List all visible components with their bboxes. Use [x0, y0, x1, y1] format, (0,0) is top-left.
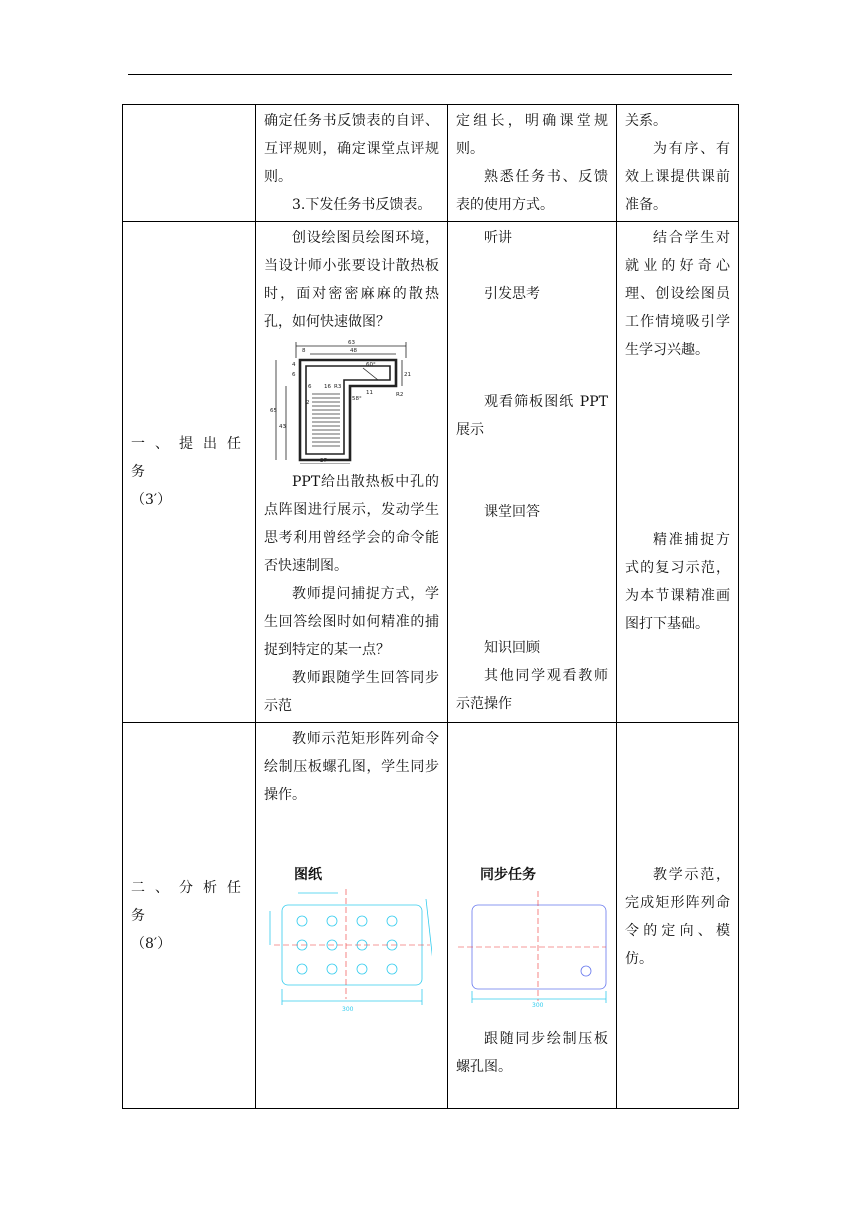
teacher-text: 确定任务书反馈表的自评、互评规则，确定课堂点评规则。	[264, 113, 439, 185]
teacher-text: 教师示范矩形阵列命令绘制压板螺孔图，学生同步操作。	[264, 731, 439, 803]
student-text: 其他同学观看教师示范操作	[456, 668, 608, 712]
table-row	[123, 723, 739, 1109]
student-activity-cell	[448, 105, 617, 222]
intent-text: 精准捕捉方式的复习示范，为本节课精准画图打下基础。	[625, 532, 730, 632]
teacher-text: 创设绘图员绘图环境，当设计师小张要设计散热板时，面对密密麻麻的散热孔，如何快速做图？	[264, 230, 439, 330]
dim-label: 65	[270, 408, 277, 414]
design-intent-cell	[617, 105, 739, 222]
intent-text: 教学示范，完成矩形阵列命令的定向、模仿。	[625, 867, 730, 967]
student-activity-cell	[448, 222, 617, 723]
sync-task-drawing	[456, 889, 608, 1007]
drawing-label: 同步任务	[480, 867, 536, 883]
table-row	[123, 222, 739, 723]
student-text: 跟随同步绘制压板螺孔图。	[456, 1031, 608, 1075]
header-rule	[128, 74, 732, 75]
stage-title: 二、分析任务	[131, 879, 247, 924]
dim-label: 21	[404, 372, 411, 378]
dim-label: 4	[292, 362, 296, 368]
dim-label: 11	[366, 390, 373, 396]
dim-label: 6	[308, 384, 312, 390]
dim-label: R2	[396, 392, 404, 398]
intent-text: 结合学生对就业的好奇心理、创设绘图员工作情境吸引学生学习兴趣。	[625, 230, 730, 358]
student-text: 知识回顾	[484, 640, 540, 656]
teacher-text: 教师提问捕捉方式，学生回答绘图时如何精准的捕捉到特定的某一点？	[264, 586, 439, 658]
dim-label: 27	[320, 458, 327, 464]
teacher-text: 教师跟随学生回答同步示范	[264, 670, 439, 714]
dim-label: 2	[306, 400, 310, 406]
student-text: 定组长，明确课堂规则。	[456, 113, 608, 157]
teacher-text: PPT给出散热板中孔的点阵图进行展示，发动学生思考利用曾经学会的命令能否快速制图。	[264, 474, 439, 574]
stage-duration: （8′）	[131, 935, 172, 952]
student-text: 观看筛板图纸 PPT展示	[456, 394, 608, 438]
dim-label: 63	[348, 340, 355, 346]
dim-label: 58°	[352, 396, 362, 402]
stage-cell	[123, 222, 256, 723]
stage-duration: （3′）	[131, 492, 172, 508]
dim-label: 48	[350, 348, 357, 354]
dim-label: 300	[532, 1002, 544, 1007]
dim-label: 8	[302, 348, 306, 354]
dim-label: 300	[342, 1006, 354, 1011]
intent-text: 为有序、有效上课提供课前准备。	[625, 141, 730, 213]
design-intent-cell	[617, 222, 739, 723]
stage-cell-empty	[123, 105, 256, 222]
design-intent-cell	[617, 723, 739, 1109]
teacher-activity-cell	[256, 723, 448, 1109]
dim-label: 60°	[366, 362, 376, 368]
dim-label: 16	[324, 384, 331, 390]
drawing-label: 图纸	[294, 867, 322, 883]
student-text: 课堂回答	[484, 504, 540, 520]
intent-text: 关系。	[625, 113, 667, 129]
student-text: 引发思考	[484, 286, 540, 302]
teacher-text: 3.下发任务书反馈表。	[292, 197, 432, 213]
student-activity-cell	[448, 723, 617, 1109]
plate-hole-drawing	[264, 889, 432, 1011]
student-text: 熟悉任务书、反馈表的使用方式。	[456, 169, 608, 213]
teacher-activity-cell	[256, 105, 448, 222]
table-row	[123, 105, 739, 222]
stage-cell	[123, 723, 256, 1109]
heat-sink-drawing	[268, 338, 418, 464]
dim-label: 6	[292, 372, 296, 378]
lesson-plan-table	[122, 104, 739, 1109]
teacher-activity-cell	[256, 222, 448, 723]
dim-label: 43	[279, 424, 286, 430]
student-text: 听讲	[484, 230, 512, 246]
dim-label: R3	[334, 384, 342, 390]
stage-title: 一、提出任务	[131, 436, 247, 480]
